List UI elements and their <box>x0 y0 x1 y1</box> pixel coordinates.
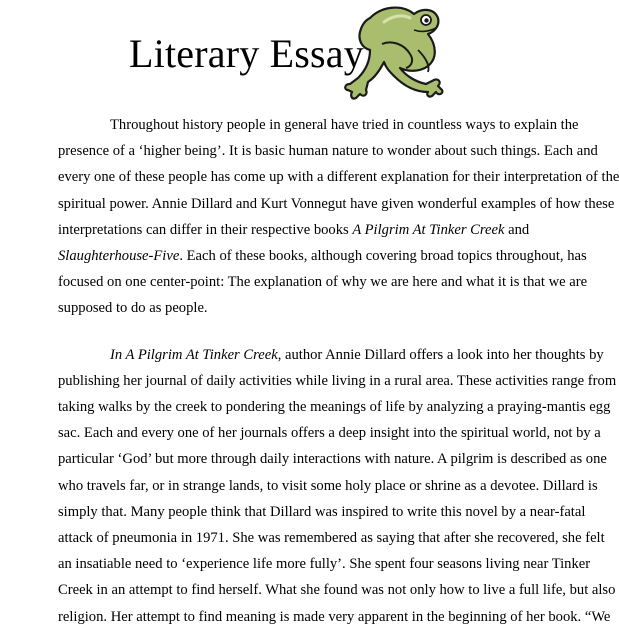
paragraph-line: particular ‘God’ but more through daily interactions with nature. A pilgrim is described as one <box>58 451 607 468</box>
paragraph-line: supposed to do as people. <box>58 300 208 317</box>
frog-icon <box>330 0 455 108</box>
page-title: Literary Essay <box>129 31 364 76</box>
paragraph-line: presence of a ‘higher being’. It is basic human nature to wonder about such things. Each and <box>58 143 598 160</box>
paragraph-line: simply that. Many people think that Dillard was inspired to write this novel by a near-fatal <box>58 503 586 520</box>
paragraph-2 <box>6 342 617 630</box>
paragraph-line: Slaughterhouse-Five. Each of these books, although covering broad topics throughout, has <box>58 248 587 265</box>
paragraph-1 <box>6 112 619 322</box>
header <box>0 0 493 110</box>
paragraph-line: In A Pilgrim At Tinker Creek, author Annie Dillard offers a look into her thoughts by <box>110 346 604 363</box>
paragraph-line: who travels far, or in strange lands, to visit some holy place or shrine as a devotee. Dillard is <box>58 477 598 494</box>
paragraph-line: Throughout history people in general have tried in countless ways to explain the <box>110 117 579 133</box>
paragraph-line: every one of these people has come up with a different explanation for their interpretation of the <box>58 169 619 186</box>
paragraph-line: publishing her journal of daily activities while living in a rural area. These activities range from <box>58 372 617 389</box>
paragraph-line: attack of pneumonia in 1971. She was remembered as saying that after she recovered, she felt <box>58 530 605 547</box>
paragraph-line: Creek in an attempt to find herself. What she found was not only how to live a full life, but also <box>58 582 616 599</box>
book-title: Slaughterhouse-Five <box>58 248 180 265</box>
essay-body <box>6 112 619 630</box>
paragraph-line: an insatiable need to ‘experience life more fully’. She spent four seasons living near Tinker <box>58 556 591 573</box>
paragraph-line: taking walks by the creek to pondering the meanings of life by analyzing a praying-mantis egg <box>58 399 611 416</box>
paragraph-line: focused on one center-point: The explanation of why we are here and what it is that we are <box>58 274 588 291</box>
paragraph-line: spiritual power. Annie Dillard and Kurt Vonnegut have given wonderful examples of how these <box>58 195 615 212</box>
book-title: In A Pilgrim At Tinker Creek <box>110 346 278 363</box>
paragraph-line: interpretations can differ in their respective books A Pilgrim At Tinker Creek and <box>58 221 530 238</box>
book-title: A Pilgrim At Tinker Creek <box>352 221 505 238</box>
paragraph-line: religion. Her attempt to find meaning is made very apparent in the beginning of her book. “We <box>58 608 611 625</box>
paragraph-line: sac. Each and every one of her journals offers a deep insight into the spiritual world, not by a <box>58 425 601 442</box>
